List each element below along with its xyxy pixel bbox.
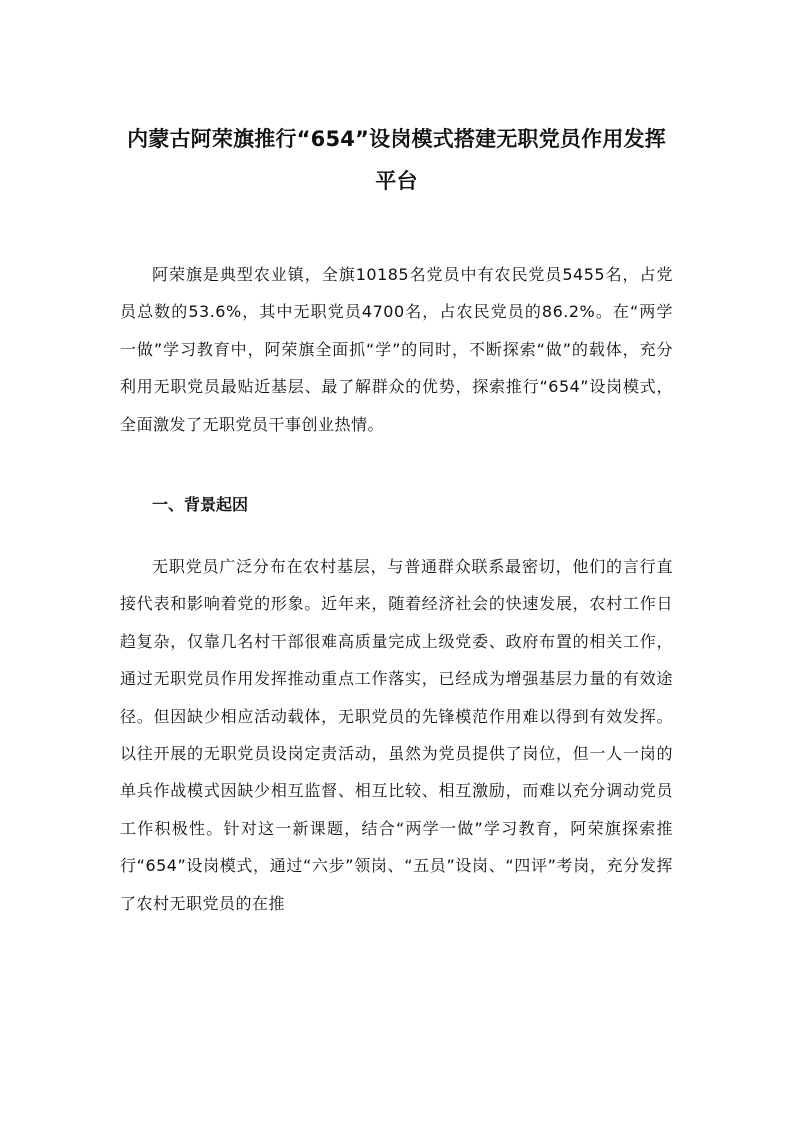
document-title: 内蒙古阿荣旗推行“654”设岗模式搭建无职党员作用发挥平台 [127, 127, 666, 193]
section-heading-background: 一、背景起因 [152, 495, 249, 514]
intro-paragraph: 阿荣旗是典型农业镇，全旗10185名党员中有农民党员5455名，占党员总数的53.6%，其中无职党员4700名，占农民党员的86.2%。在“两学一做”学习教育中，阿荣旗全面抓“学”的同时，不断探索“做”的载体，充分利用无职党员最贴近基层、最了解群众的优势，探索推行“654”设岗模式，全面激发了无职党员干事创业热情。 [120, 265, 673, 434]
section-paragraph-background: 无职党员广泛分布在农村基层，与普通群众联系最密切，他们的言行直接代表和影响着党的形象。近年来，随着经济社会的快速发展，农村工作日趋复杂，仅靠几名村干部很难高质量完成上级党委、政府布置的相关工作，通过无职党员作用发挥推动重点工作落实，已经成为增强基层力量的有效途径。但因缺少相应活动载体，无职党员的先锋模范作用难以得到有效发挥。以往开展的无职党员设岗定责活动，虽然为党员提供了岗位，但一人一岗的单兵作战模式因缺少相互监督、相互比较、相互激励，而难以充分调动党员工作积极性。针对这一新课题，结合“两学一做”学习教育，阿荣旗探索推行“654”设岗模式，通过“六步”领岗、“五员”设岗、“四评”考岗，充分发挥了农村无职党员的在推 [120, 557, 673, 913]
